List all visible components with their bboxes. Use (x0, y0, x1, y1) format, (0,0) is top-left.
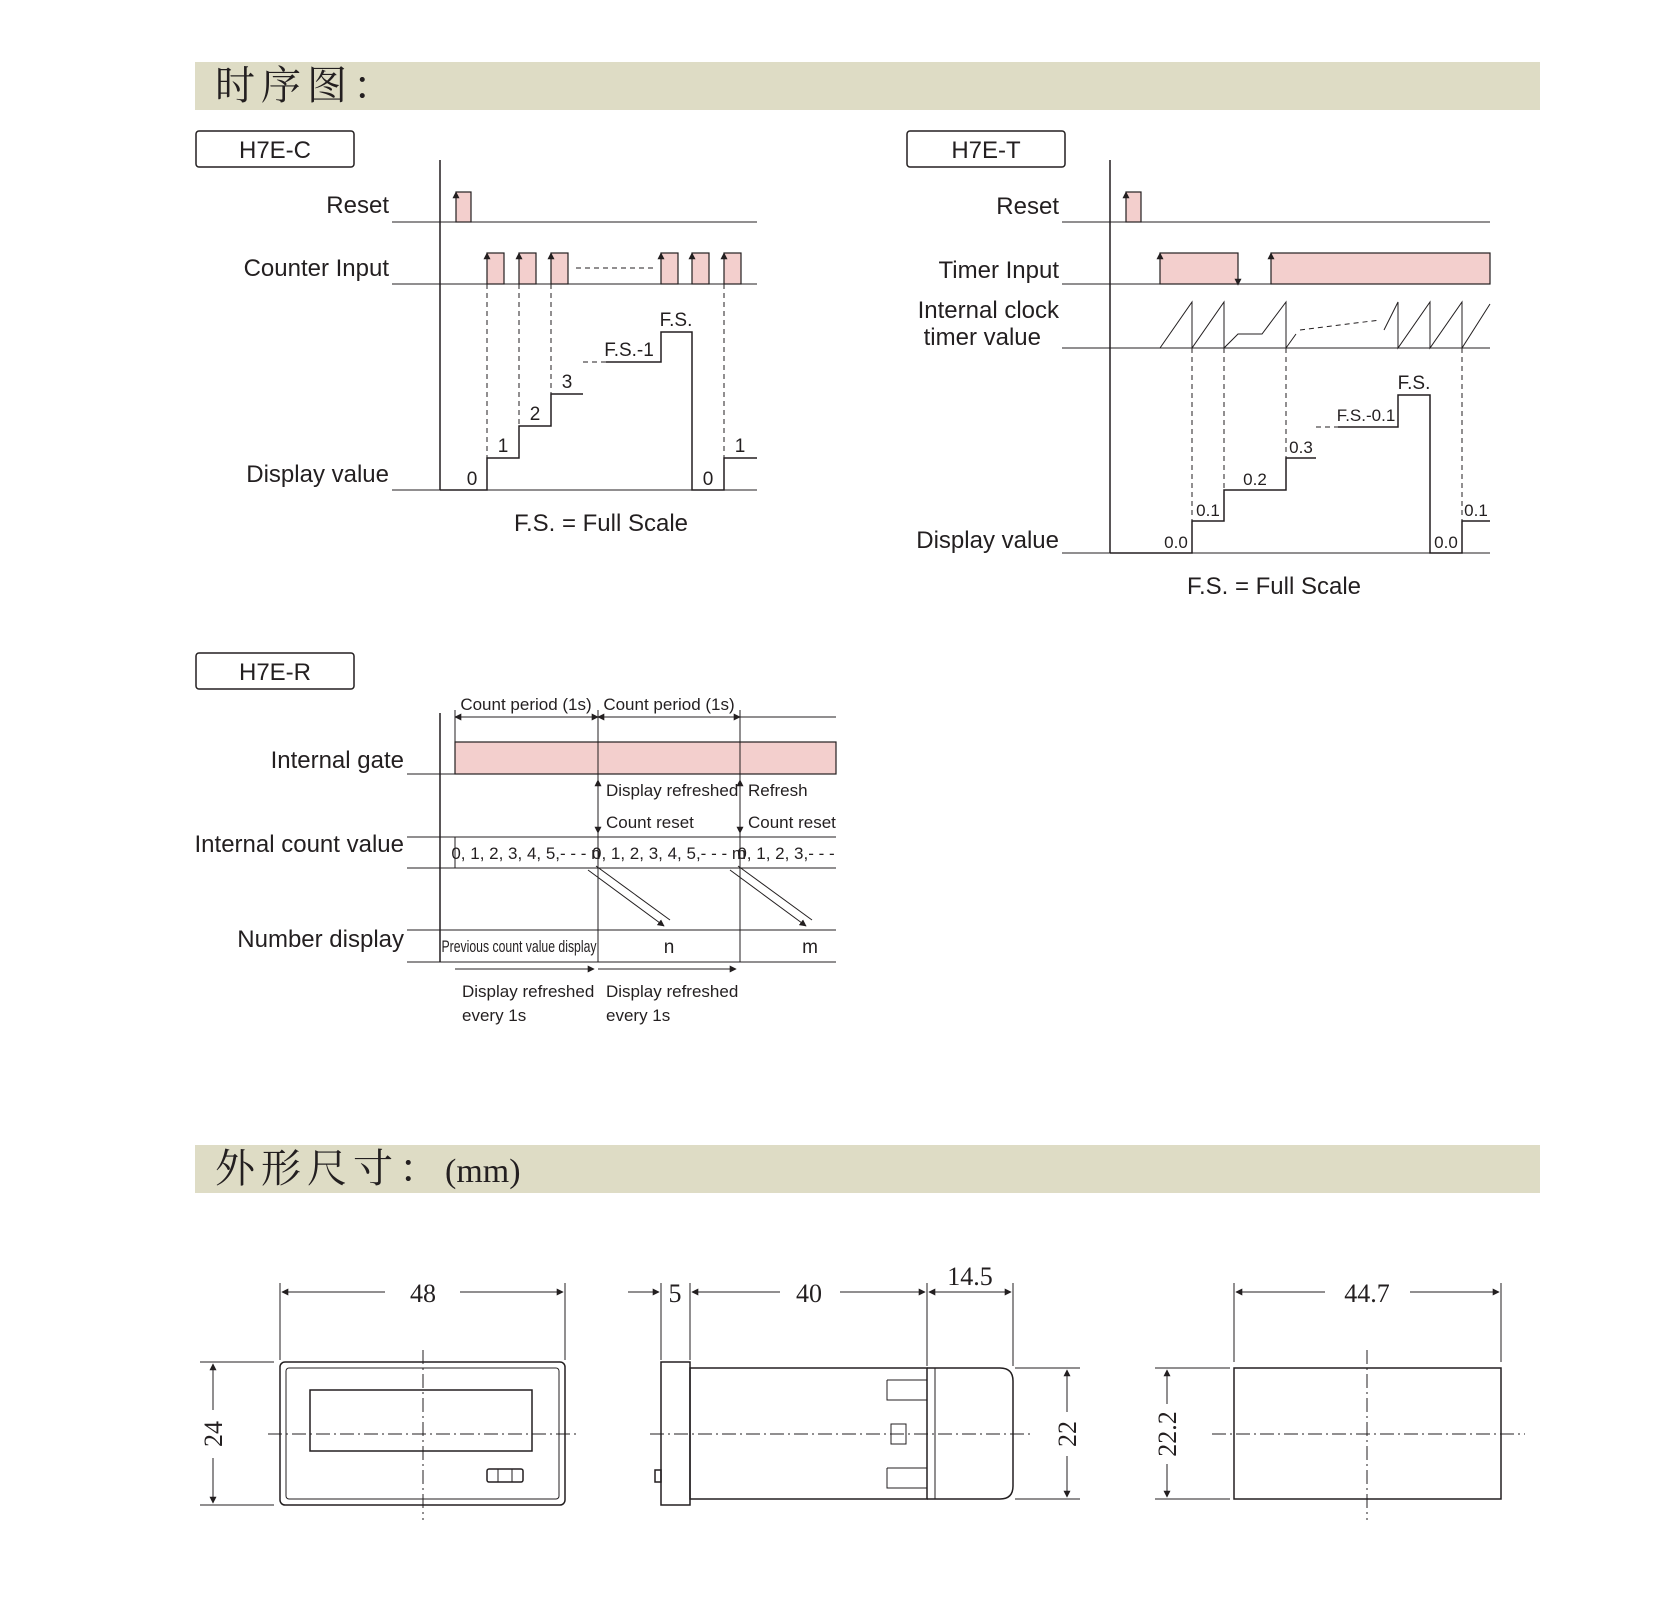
h7e-t-clock-label-2: timer value (923, 324, 1041, 351)
h7e-c-step-1: 1 (497, 436, 509, 457)
h7e-r-display-m: m (802, 937, 818, 958)
h7e-r-gate-pulse (455, 742, 836, 774)
side-bezel-value: 5 (668, 1279, 682, 1308)
h7e-r-display-n: n (663, 937, 675, 958)
h7e-r-count-1: 0, 1, 2, 3, 4, 5,- - - n (451, 844, 601, 863)
h7e-r-timing-chart (195, 653, 837, 1025)
h7e-c-step-fs: F.S. (659, 310, 693, 331)
h7e-c-step-0: 0 (466, 469, 478, 490)
h7e-c-input-label: Counter Input (243, 255, 389, 282)
h7e-r-model-label: H7E-R (238, 659, 312, 686)
h7e-t-input-pulse-long (1271, 253, 1490, 284)
h7e-r-refresh-1b: Count reset (606, 813, 694, 832)
h7e-r-count-3: 0, 1, 2, 3,- - - (737, 844, 835, 863)
h7e-c-input-pulse (724, 253, 741, 284)
h7e-c-input-pulse (661, 253, 678, 284)
side-body-value: 40 (796, 1279, 822, 1308)
h7e-r-period-2-label: Count period (1s) (603, 695, 735, 714)
h7e-t-note: F.S. = Full Scale (1186, 573, 1362, 600)
h7e-r-display-prev: Previous count value display (441, 937, 597, 956)
h7e-t-clock-label-1: Internal clock (917, 297, 1059, 324)
h7e-r-transfer-arrow-2 (730, 866, 812, 926)
h7e-r-count-label: Internal count value (194, 831, 404, 858)
h7e-r-number-label: Number display (237, 926, 404, 953)
h7e-t-step-0-3: 0.3 (1289, 438, 1313, 457)
h7e-c-input-pulse (519, 253, 536, 284)
timing-section-title: 时序图： (215, 63, 399, 109)
h7e-t-clock-ellipsis (1300, 320, 1380, 330)
h7e-r-refresh-2b: Count reset (748, 813, 836, 832)
side-height-value: 22 (1053, 1421, 1082, 1447)
front-height-value: 24 (199, 1421, 228, 1447)
h7e-t-step-0-1: 0.1 (1196, 501, 1220, 520)
h7e-c-input-pulse (487, 253, 504, 284)
dimensions-unit: (mm) (445, 1153, 521, 1190)
h7e-c-note: F.S. = Full Scale (513, 510, 689, 537)
h7e-c-step-0-after: 0 (702, 469, 714, 490)
h7e-c-step-2: 2 (529, 404, 541, 425)
h7e-t-clock-sawtooth-end (1384, 302, 1490, 348)
front-reset-key (487, 1469, 523, 1482)
h7e-r-note-2a: Display refreshed (606, 982, 739, 1001)
h7e-t-step-0-1-after: 0.1 (1464, 501, 1488, 520)
h7e-c-reset-label: Reset (326, 192, 389, 219)
h7e-t-step-0-0-after: 0.0 (1434, 533, 1458, 552)
h7e-t-step-0-2: 0.2 (1243, 470, 1267, 489)
h7e-c-display-label: Display value (246, 461, 389, 488)
h7e-t-step-fs-minus: F.S.-0.1 (1336, 406, 1396, 425)
h7e-r-transfer-arrow-1 (588, 866, 670, 926)
h7e-r-count-2: 0, 1, 2, 3, 4, 5,- - - m (592, 844, 746, 863)
h7e-c-input-pulse (692, 253, 709, 284)
dimensions-title-text: 外形尺寸： (215, 1146, 445, 1192)
h7e-r-refresh-2a: Refresh (748, 781, 808, 800)
rear-view-drawing (1153, 1279, 1525, 1520)
h7e-t-model-label: H7E-T (951, 137, 1021, 164)
h7e-t-reset-label: Reset (996, 193, 1059, 220)
h7e-t-reset-pulse (1126, 192, 1141, 222)
h7e-c-step-1-after: 1 (734, 436, 746, 457)
h7e-t-input-label: Timer Input (938, 257, 1059, 284)
rear-height-value: 22.2 (1153, 1411, 1182, 1457)
h7e-t-display-label: Display value (916, 527, 1059, 554)
h7e-r-note-1a: Display refreshed (462, 982, 595, 1001)
h7e-c-timing-chart (196, 131, 757, 537)
h7e-c-staircase (440, 394, 583, 490)
h7e-c-model-label: H7E-C (238, 137, 312, 164)
h7e-c-step-fs-minus-1: F.S.-1 (604, 340, 654, 361)
side-bezel-tab (655, 1470, 661, 1482)
h7e-t-timing-chart (907, 131, 1490, 600)
front-display-window (310, 1390, 532, 1451)
side-view-drawing (628, 1262, 1082, 1505)
h7e-c-step-3: 3 (561, 372, 573, 393)
h7e-r-note-1b: every 1s (462, 1006, 527, 1025)
h7e-r-period-1-label: Count period (1s) (460, 695, 592, 714)
side-rear-value: 14.5 (947, 1262, 993, 1291)
h7e-t-clock-sawtooth (1160, 302, 1296, 348)
rear-width-value: 44.7 (1344, 1279, 1390, 1308)
h7e-t-input-pulse (1160, 253, 1238, 284)
h7e-r-gate-label: Internal gate (270, 747, 404, 774)
h7e-r-refresh-1a: Display refreshed (606, 781, 739, 800)
front-view-drawing (199, 1279, 580, 1520)
h7e-t-step-fs: F.S. (1397, 373, 1431, 394)
h7e-c-reset-pulse (456, 192, 471, 222)
h7e-c-input-pulse (551, 253, 568, 284)
h7e-t-step-0-0: 0.0 (1164, 533, 1188, 552)
h7e-r-note-2b: every 1s (606, 1006, 671, 1025)
front-width-value: 48 (410, 1279, 436, 1308)
